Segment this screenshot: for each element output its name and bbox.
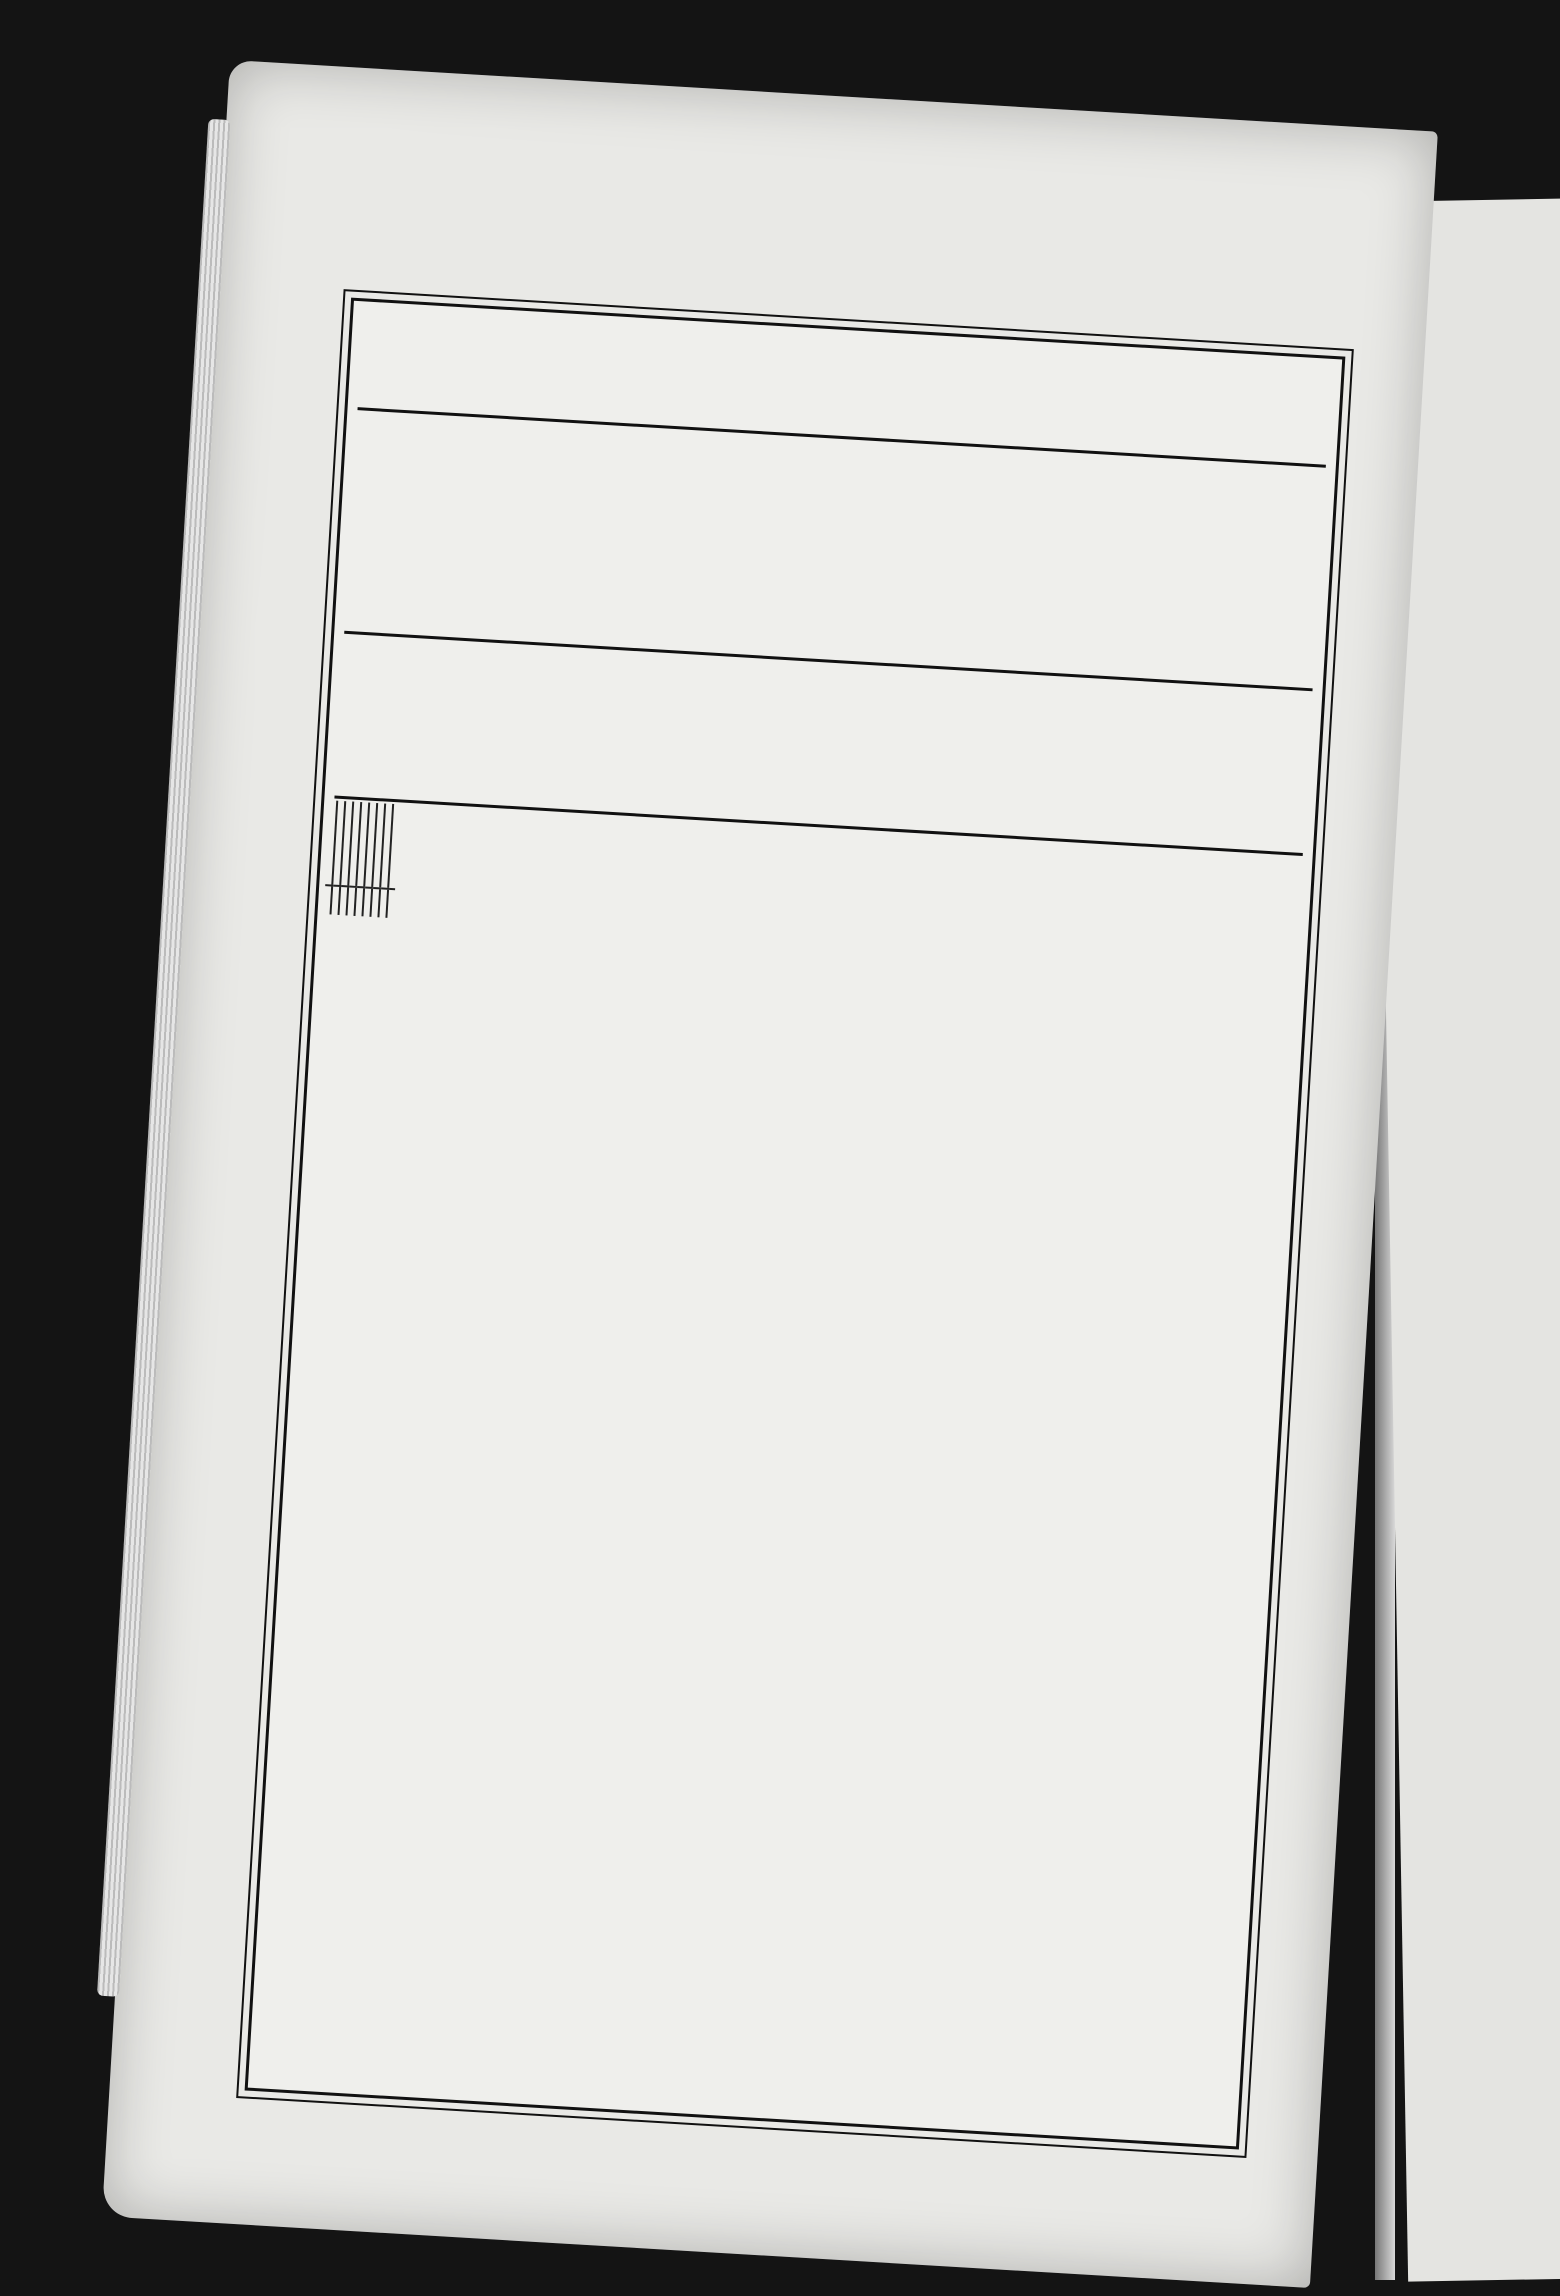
unit-hm: [386, 889, 395, 918]
divider: [334, 795, 1302, 856]
left-page: [102, 60, 1438, 2288]
calendar-table: [324, 800, 401, 918]
intro-paragraph: [363, 414, 1318, 513]
units-row: [324, 885, 396, 918]
divider: [344, 631, 1312, 692]
intro-dog-days: [378, 433, 380, 459]
almanac-frame: [245, 298, 1346, 2150]
table-header-row: [325, 800, 400, 889]
intro-text: [364, 411, 366, 437]
month-title: [352, 339, 1340, 398]
